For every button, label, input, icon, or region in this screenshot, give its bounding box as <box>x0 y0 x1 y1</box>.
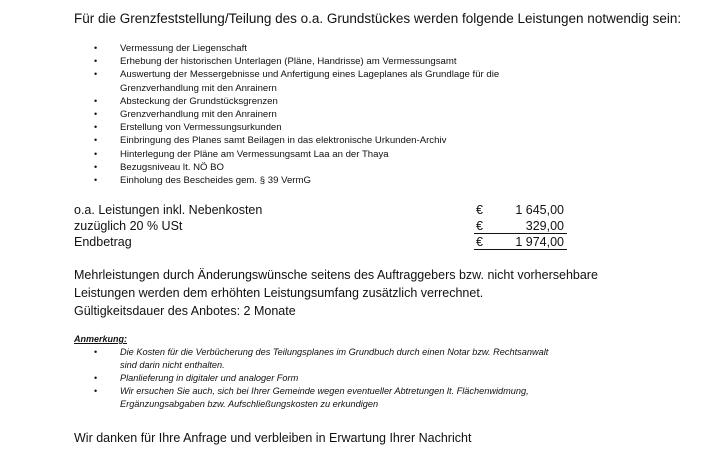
euro-icon: € <box>476 235 483 249</box>
bullet-icon: • <box>94 56 98 67</box>
bullet-icon: • <box>94 69 98 80</box>
bullet-icon: • <box>94 95 98 106</box>
euro-icon: € <box>476 203 483 217</box>
cost-label: Endbetrag <box>74 235 132 249</box>
validity-text: Gültigkeitsdauer des Anbotes: 2 Monate <box>74 304 296 318</box>
bullet-icon: • <box>94 108 98 119</box>
sum-divider <box>474 233 567 234</box>
bullet-icon: • <box>94 135 98 146</box>
cost-label: zuzüglich 20 % USt <box>74 219 183 233</box>
euro-icon: € <box>476 219 483 233</box>
cost-amount: 329,00 <box>525 219 564 233</box>
cost-label: o.a. Leistungen inkl. Nebenkosten <box>74 203 263 217</box>
closing-text: Wir danken für Ihre Anfrage und verbleiben in Erwartung Ihrer Nachricht <box>74 431 472 445</box>
remarks-title: Anmerkung: <box>74 334 128 344</box>
cost-row-total <box>0 235 720 251</box>
bullet-icon: • <box>94 174 98 185</box>
cost-amount: 1 974,00 <box>515 235 564 249</box>
cost-row-vat <box>0 219 720 235</box>
bullet-icon: • <box>94 43 98 53</box>
intro-text: Für die Grenzfeststellung/Teilung des o.a. Grundstückes werden folgende Leistungen notwendig sein: <box>74 11 682 26</box>
bullet-icon: • <box>94 161 98 172</box>
cost-row-net <box>0 203 720 219</box>
cost-amount: 1 645,00 <box>515 203 564 217</box>
total-underline <box>474 249 567 250</box>
bullet-icon: • <box>94 347 98 357</box>
bullet-icon: • <box>94 148 98 159</box>
bullet-icon: • <box>94 373 98 383</box>
extra-services-text-1: Mehrleistungen durch Änderungswünsche seitens des Auftraggebers bzw. nicht vorhersehbare <box>74 268 598 282</box>
extra-services-text-2: Leistungen werden dem erhöhten Leistungsumfang zusätzlich verrechnet. <box>74 286 484 300</box>
bullet-icon: • <box>94 122 98 133</box>
bullet-icon: • <box>94 386 98 396</box>
